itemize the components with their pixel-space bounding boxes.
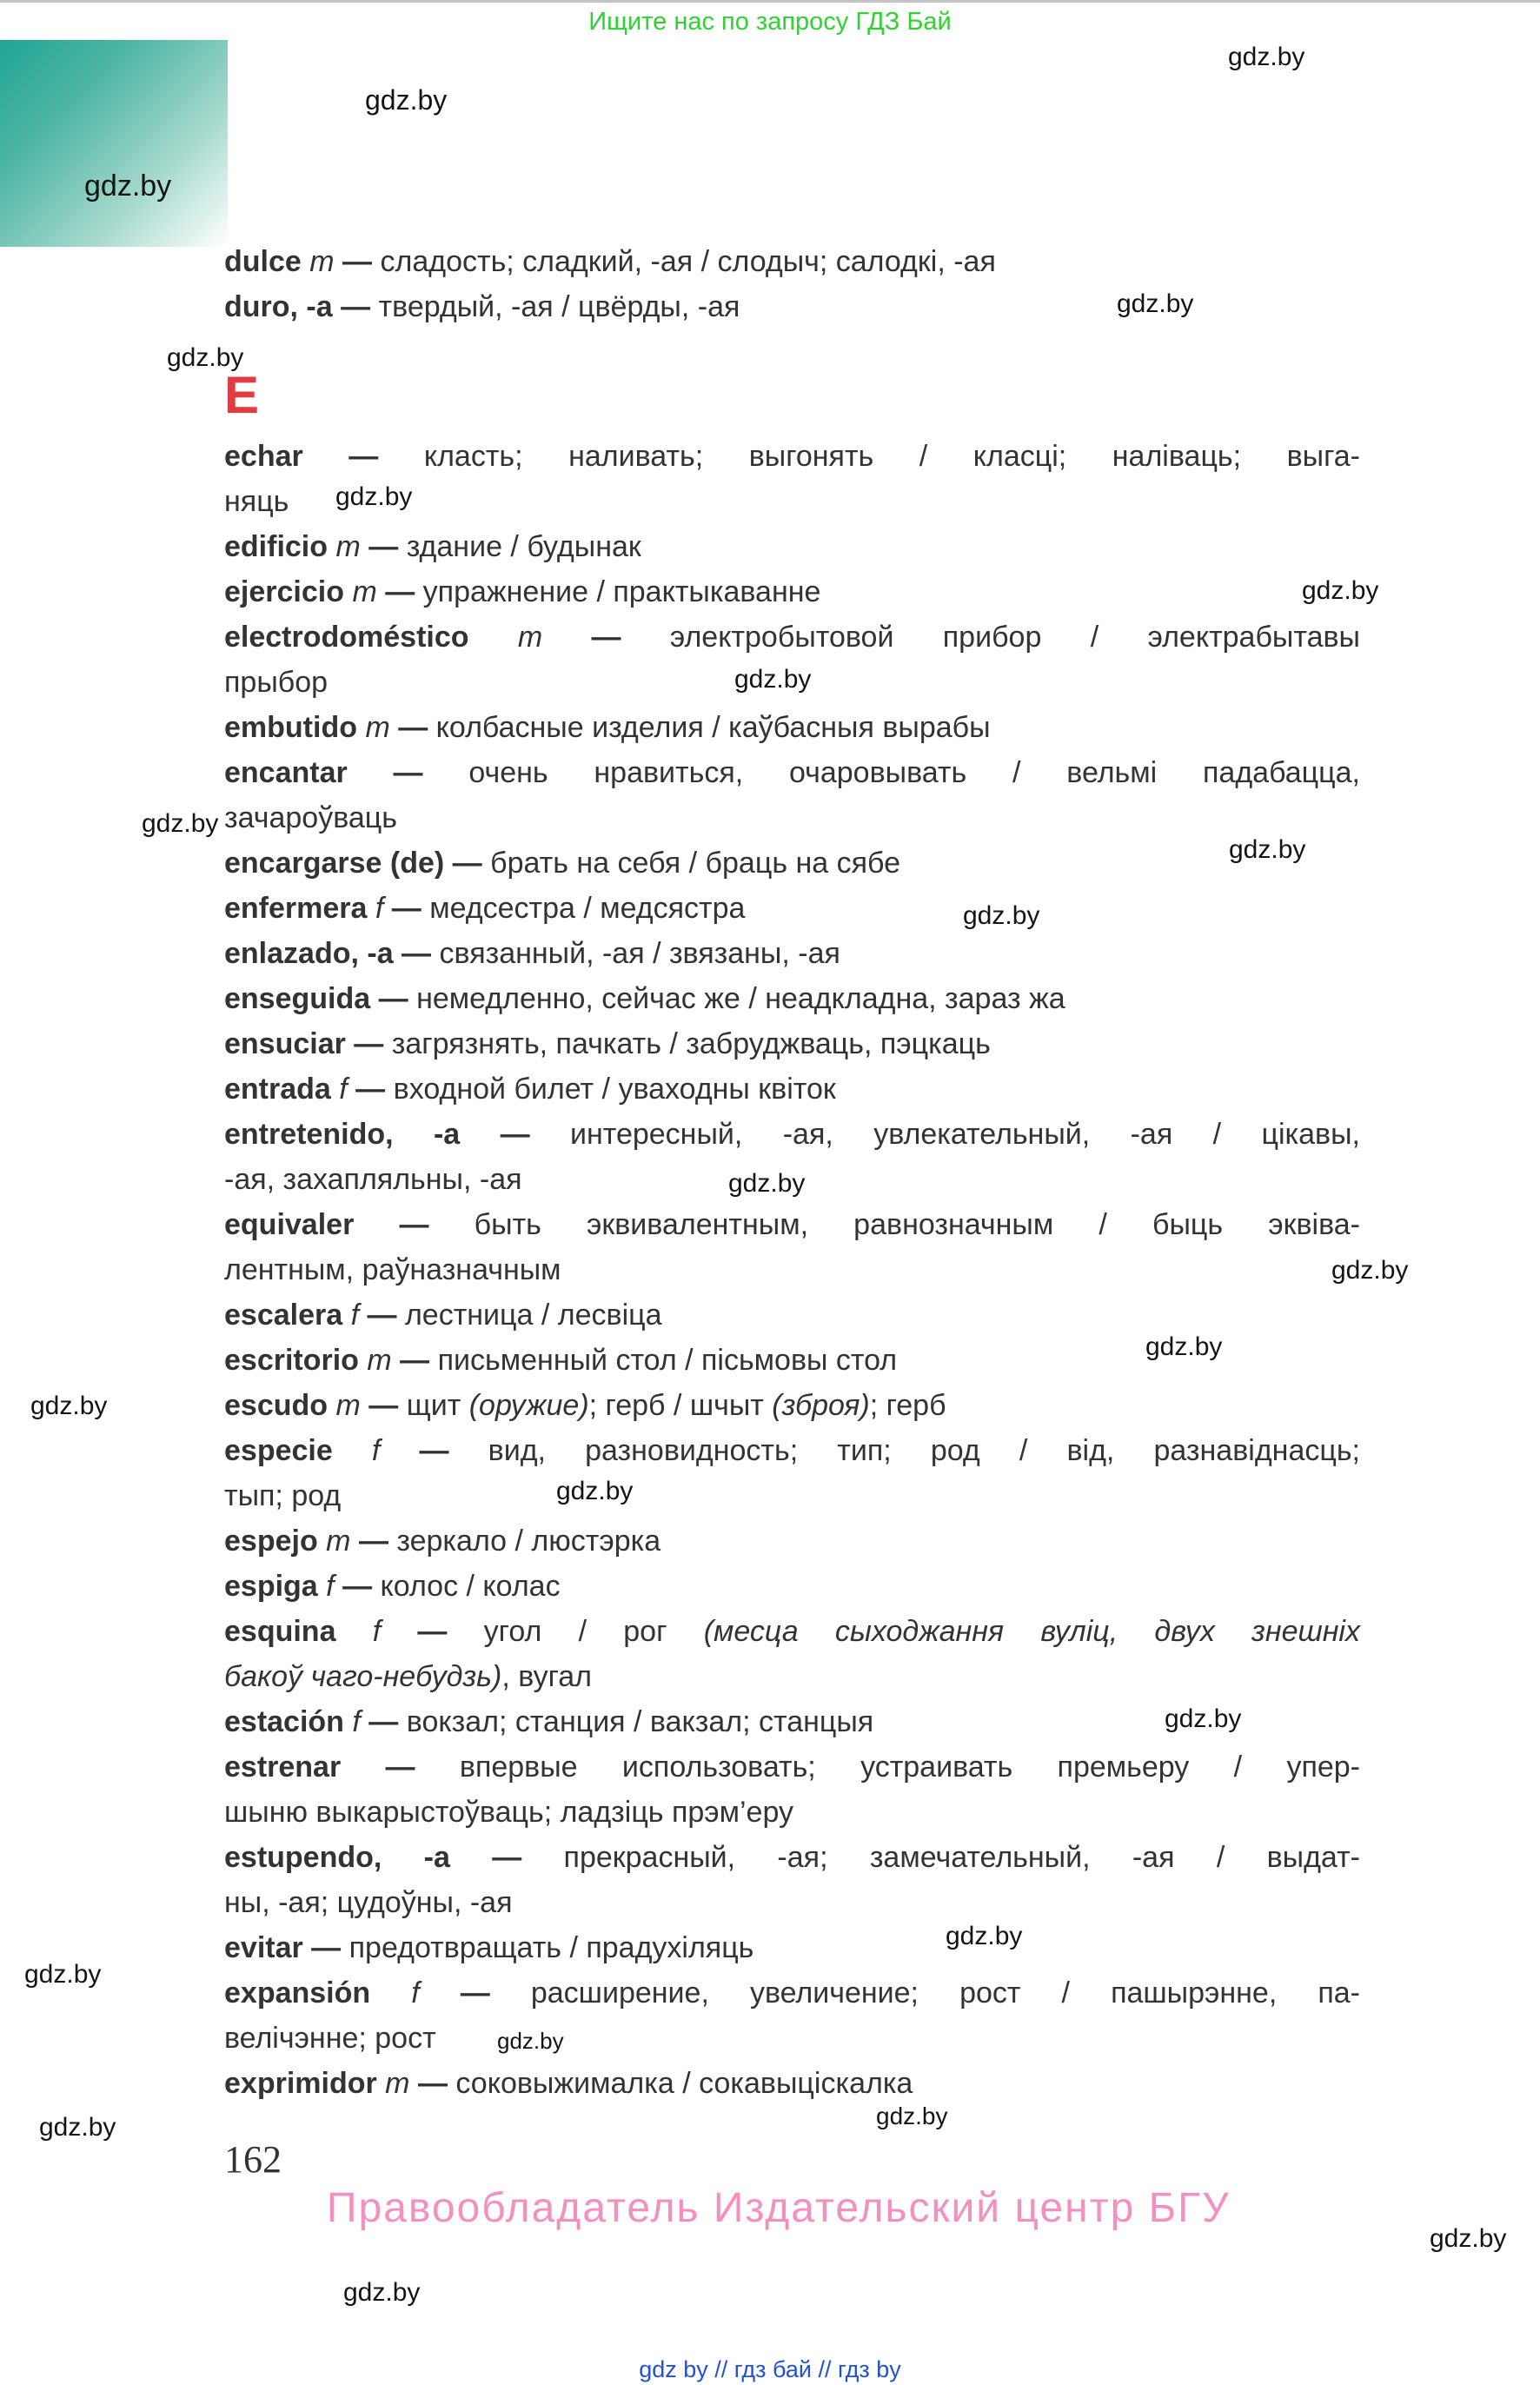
entry-separator-dash: —	[393, 937, 440, 970]
page-number: 162	[224, 2138, 282, 2181]
watermark-gdzby: gdz.by	[167, 343, 244, 372]
dictionary-entry	[224, 1970, 1360, 2061]
translation-text: зеркало / люстэрка	[396, 1525, 661, 1558]
dictionary-entry	[224, 1066, 1360, 1112]
gender-marker: m	[309, 245, 335, 278]
headword: encargarse (de)	[224, 847, 445, 880]
gender-marker: m	[326, 1525, 351, 1558]
watermark-gdzby: gdz.by	[1228, 43, 1305, 71]
headword: estación	[224, 1705, 344, 1738]
headword: estrenar	[224, 1751, 342, 1784]
translation-text: сладость; сладкий, -ая / слодыч; салодкі, -ая	[380, 245, 996, 278]
translation-note-italic: (оружие)	[468, 1389, 589, 1422]
watermark-gdzby: gdz.by	[365, 84, 448, 116]
gender-marker: f	[326, 1570, 335, 1603]
translation-text: медсестра / медсястра	[429, 892, 746, 925]
headword: encantar	[224, 756, 348, 789]
translation-text: быть эквивалентным, равнозначным / быць эквіва-	[474, 1208, 1360, 1241]
footer-links: gdz by // гдз бай // гдз by	[639, 2356, 901, 2382]
entry-separator-dash: —	[419, 1976, 531, 2010]
copyright-line: Правообладатель Издательский центр БГУ	[327, 2185, 1231, 2231]
headword: escudo	[224, 1389, 329, 1422]
headword: dulce	[224, 245, 302, 278]
dictionary-entry	[224, 886, 1360, 931]
entry-separator-dash: —	[360, 1389, 407, 1422]
watermark-gdzby: gdz.by	[1302, 576, 1379, 605]
headword: escritorio	[224, 1344, 359, 1377]
dictionary-entry	[224, 569, 1360, 615]
dictionary-entry	[224, 750, 1360, 840]
dictionary-entry	[224, 239, 1360, 284]
headword: equivaler	[224, 1208, 355, 1241]
watermark-gdzby: gdz.by	[946, 1922, 1023, 1950]
headword: enfermera	[224, 892, 368, 925]
dictionary-entry	[224, 524, 1360, 569]
translation-text: , вугал	[501, 1660, 592, 1693]
translation-text: велічэнне; рост	[224, 2022, 436, 2055]
headword: espejo	[224, 1525, 318, 1558]
entry-separator-dash: —	[389, 711, 436, 744]
watermark-gdzby: gdz.by	[1165, 1704, 1242, 1733]
watermark-gdzby: gdz.by	[1117, 289, 1194, 318]
translation-text: загрязнять, пачкать / забруджваць, пэцкаць	[391, 1027, 991, 1060]
translation-text: лестница / лесвіца	[404, 1299, 662, 1332]
translation-text: вид, разновидность; тип; род / від, разнавіднасць;	[488, 1434, 1360, 1467]
entry-separator-dash: —	[460, 1118, 570, 1151]
entry-separator-dash: —	[302, 1931, 349, 1964]
dictionary-entry	[224, 1609, 1360, 1699]
translation-text: здание / будынак	[406, 530, 641, 563]
translation-note-italic: (месца сыходжання вуліц, двух знешніх	[703, 1615, 1360, 1648]
entry-separator-dash: —	[376, 575, 423, 608]
headword: escalera	[224, 1299, 343, 1332]
dictionary-entry	[224, 1518, 1360, 1564]
watermark-gdzby: gdz.by	[1430, 2224, 1507, 2253]
watermark-gdzby: gdz.by	[142, 809, 219, 838]
translation-text: щит	[406, 1389, 469, 1422]
gender-marker: f	[371, 1434, 381, 1467]
headword: edificio	[224, 530, 329, 563]
translation-text: расширение, увеличение; рост / пашырэнне, па-	[530, 1976, 1360, 2010]
dictionary-entry	[224, 1744, 1360, 1835]
headword: especie	[224, 1434, 333, 1467]
dictionary-entry	[224, 1292, 1360, 1338]
gender-marker: f	[352, 1705, 361, 1738]
headword: enseguida	[224, 982, 371, 1015]
translation-text: соковыжималка / сокавыціскалка	[455, 2067, 913, 2100]
watermark-gdzby: gdz.by	[1229, 835, 1306, 864]
translation-text: шыню выкарыстоўваць; ладзіць прэм’еру	[224, 1796, 793, 1829]
entry-separator-dash: —	[354, 1208, 475, 1241]
entry-separator-dash: —	[341, 1751, 460, 1784]
translation-note-italic: бакоў чаго-небудзь)	[224, 1660, 502, 1693]
translation-text: класть; наливать; выгонять / класці; наліваць; выга-	[423, 440, 1360, 473]
translation-text: няць	[224, 485, 289, 518]
watermark-gdzby: gdz.by	[876, 2103, 948, 2129]
entry-separator-dash: —	[381, 1615, 484, 1648]
watermark-gdzby: gdz.by	[84, 169, 172, 203]
entry-separator-dash: —	[370, 982, 417, 1015]
entry-separator-dash: —	[542, 621, 670, 654]
watermark-gdzby: gdz.by	[728, 1169, 806, 1198]
watermark-gdzby: gdz.by	[343, 2278, 421, 2307]
entry-separator-dash: —	[380, 1434, 488, 1467]
headword: enlazado, -a	[224, 937, 394, 970]
translation-text: упражнение / практыкаванне	[422, 575, 821, 608]
gender-marker: f	[375, 892, 384, 925]
translation-text: входной билет / уваходны квіток	[393, 1073, 836, 1106]
translation-text: лентным, раўназначным	[224, 1253, 561, 1286]
translation-text: письменный стол / пісьмовы стол	[437, 1344, 898, 1377]
translation-text: колос / колас	[380, 1570, 561, 1603]
teal-gradient-block	[0, 40, 228, 247]
headword: ensuciar	[224, 1027, 346, 1060]
gender-marker: f	[339, 1073, 348, 1106]
translation-text: угол / рог	[483, 1615, 704, 1648]
entry-separator-dash: —	[391, 1344, 438, 1377]
entry-separator-dash: —	[359, 1299, 405, 1332]
dictionary-entry	[224, 1021, 1360, 1066]
entry-separator-dash: —	[334, 1570, 381, 1603]
translation-text: твердый, -ая / цвёрды, -ая	[378, 290, 740, 323]
translation-text: связанный, -ая / звязаны, -ая	[439, 937, 840, 970]
dictionary-entry	[224, 840, 1360, 886]
headword: ejercicio	[224, 575, 344, 608]
translation-text: впервые использовать; устраивать премьеру / упер-	[459, 1751, 1360, 1784]
gender-marker: f	[350, 1299, 360, 1332]
translation-text: ; герб	[869, 1389, 946, 1422]
watermark-gdzby: gdz.by	[24, 1960, 102, 1989]
gender-marker: m	[517, 621, 543, 654]
entry-separator-dash: —	[360, 530, 407, 563]
translation-text: очень нравиться, очаровывать / вельмі падабацца,	[468, 756, 1360, 789]
headword: entrada	[224, 1073, 331, 1106]
watermark-gdzby: gdz.by	[1145, 1332, 1223, 1361]
dictionary-entry	[224, 705, 1360, 750]
translation-text: вокзал; станция / вакзал; станцыя	[406, 1705, 874, 1738]
entry-separator-dash: —	[449, 1841, 564, 1874]
headword: entretenido, -a	[224, 1118, 461, 1151]
translation-text: прекрасный, -ая; замечательный, -ая / выдат-	[563, 1841, 1360, 1874]
translation-text: предотвращать / прадухіляць	[348, 1931, 754, 1964]
gender-marker: m	[335, 530, 361, 563]
dictionary-entry	[224, 2061, 1360, 2106]
watermark-gdzby: gdz.by	[30, 1392, 108, 1420]
headword: electrodoméstico	[224, 621, 469, 654]
headword: expansión	[224, 1976, 371, 2010]
entry-separator-dash: —	[360, 1705, 407, 1738]
gender-marker: m	[365, 711, 390, 744]
headword: exprimidor	[224, 2067, 377, 2100]
headword: evitar	[224, 1931, 303, 1964]
gender-marker: m	[352, 575, 377, 608]
header-note: Ищите нас по запросу ГДЗ Бай	[588, 8, 952, 36]
dictionary-entry	[224, 1428, 1360, 1518]
entry-separator-dash: —	[345, 1027, 392, 1060]
translation-text: ны, -ая; цудоўны, -ая	[224, 1886, 513, 1919]
headword: echar	[224, 440, 303, 473]
watermark-gdzby: gdz.by	[335, 482, 413, 511]
entry-separator-dash: —	[334, 245, 381, 278]
entry-separator-dash: —	[409, 2067, 456, 2100]
entry-separator-dash: —	[383, 892, 430, 925]
translation-text: ; герб / шчыт	[588, 1389, 773, 1422]
translation-text: -ая, захапляльны, -ая	[224, 1163, 522, 1196]
dictionary-entry	[224, 1202, 1360, 1292]
translation-text: колбасные изделия / каўбасныя вырабы	[435, 711, 991, 744]
translation-text: электробытовой прибор / электрабытавы	[669, 621, 1360, 654]
section-letter-heading: E	[224, 366, 260, 424]
entry-separator-dash: —	[347, 1073, 394, 1106]
translation-text: интересный, -ая, увлекательный, -ая / цікавы,	[570, 1118, 1360, 1151]
watermark-gdzby: gdz.by	[734, 665, 812, 694]
entry-separator-dash: —	[444, 847, 491, 880]
headword: embutido	[224, 711, 357, 744]
headword: esquina	[224, 1615, 336, 1648]
dictionary-entry	[224, 1925, 1360, 1970]
entry-separator-dash: —	[332, 290, 379, 323]
watermark-gdzby: gdz.by	[963, 901, 1040, 930]
watermark-gdzby: gdz.by	[39, 2113, 116, 2142]
watermark-gdzby: gdz.by	[497, 2028, 564, 2054]
translation-text: зачароўваць	[224, 801, 397, 834]
headword: estupendo, -a	[224, 1841, 450, 1874]
translation-text: брать на себя / браць на сябе	[490, 847, 901, 880]
entry-separator-dash: —	[302, 440, 424, 473]
translation-text: немедленно, сейчас же / неадкладна, зараз жа	[416, 982, 1065, 1015]
headword: espiga	[224, 1570, 318, 1603]
translation-note-italic: (зброя)	[772, 1389, 870, 1422]
headword: duro, -a	[224, 290, 333, 323]
dictionary-entry	[224, 976, 1360, 1021]
gender-marker: m	[335, 1389, 361, 1422]
dictionary-entry	[224, 931, 1360, 976]
watermark-gdzby: gdz.by	[556, 1477, 634, 1505]
entry-separator-dash: —	[347, 756, 469, 789]
translation-text: тып; род	[224, 1479, 342, 1512]
gender-marker: m	[385, 2067, 410, 2100]
translation-text: прыбор	[224, 666, 329, 699]
dictionary-entry	[224, 1564, 1360, 1609]
watermark-gdzby: gdz.by	[1331, 1256, 1409, 1285]
gender-marker: f	[411, 1976, 420, 2010]
gender-marker: f	[372, 1615, 382, 1648]
dictionary-entry	[224, 1383, 1360, 1428]
entry-separator-dash: —	[350, 1525, 397, 1558]
gender-marker: m	[367, 1344, 392, 1377]
dictionary-entry	[224, 1835, 1360, 1925]
